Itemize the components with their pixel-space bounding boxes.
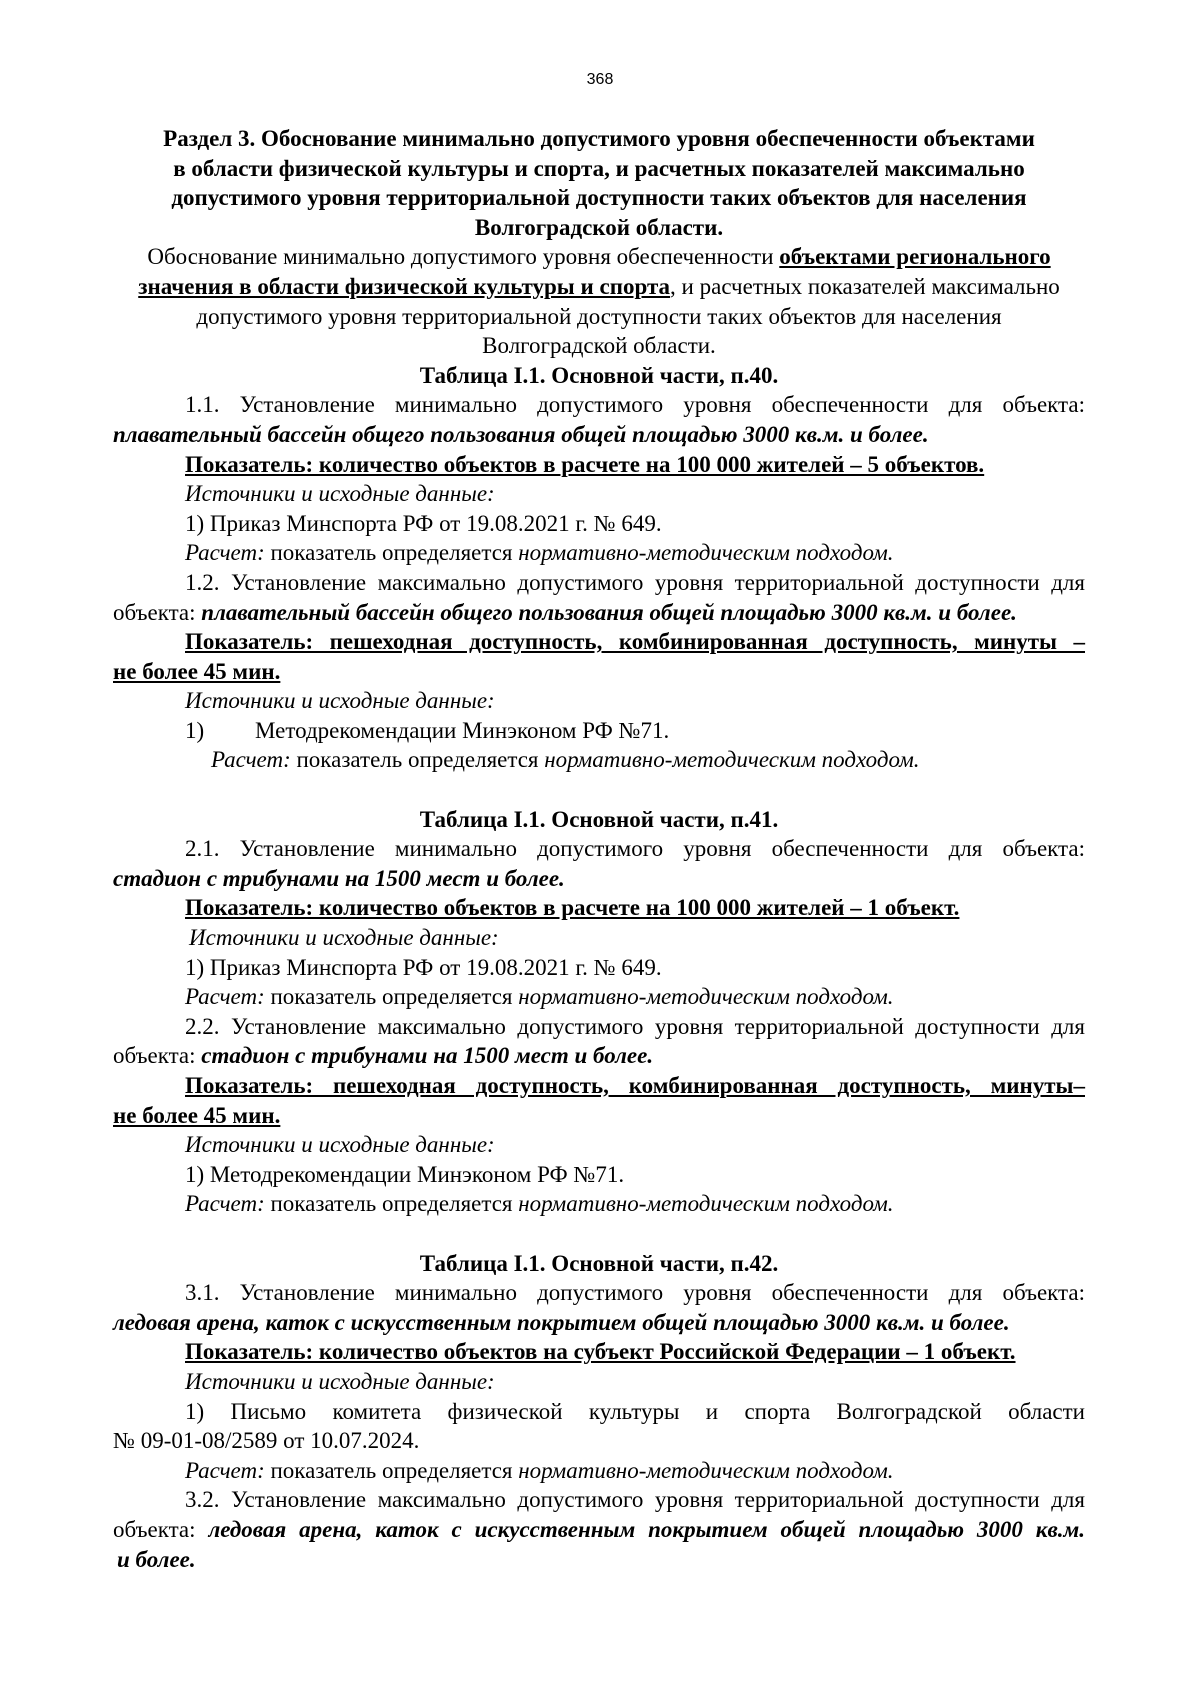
section-title-line: Волгоградской области. xyxy=(474,214,724,240)
access-object-line xyxy=(113,1041,1085,1071)
calculation-note xyxy=(113,982,1085,1012)
access-object-line xyxy=(113,598,1085,628)
access-lead: 1.2. Установление максимально допустимого уровня территориальной доступности для xyxy=(185,569,1085,595)
provision-object: ледовая арена, каток с искусственным покрытием общей площадью 3000 кв.м. и более. xyxy=(113,1309,1010,1335)
source-item: 1) Письмо комитета физической культуры и спорта Волгоградской области xyxy=(185,1398,1085,1424)
calc-label: Расчет: xyxy=(185,1191,265,1217)
section-title-line: в области физической культуры и спорта, и расчетных показателей максимально xyxy=(173,155,1025,181)
intro-line: Волгоградской области. xyxy=(482,333,716,359)
access-object: стадион с трибунами на 1500 мест и более. xyxy=(201,1043,654,1069)
intro-paragraph xyxy=(113,242,1085,360)
intro-emphasis: объектами регионального xyxy=(779,244,1051,270)
indicator: Показатель: количество объектов в расчете на 100 000 жителей – 5 объектов. xyxy=(185,451,985,477)
calc-text: показатель определяется xyxy=(264,984,519,1010)
provision-object: плавательный бассейн общего пользования общей площадью 3000 кв.м. и более. xyxy=(113,421,929,447)
table-heading: Таблица I.1. Основной части, п.41. xyxy=(419,806,779,832)
provision-lead: 1.1. Установление минимально допустимого уровня обеспеченности для объекта: xyxy=(185,392,1085,418)
intro-text: , и расчетных показателей максимально xyxy=(670,273,1060,299)
calculation-note xyxy=(113,1456,1085,1486)
sources-label: Источники и исходные данные: xyxy=(189,925,499,951)
calc-method: нормативно-методическим подходом. xyxy=(544,747,920,773)
access-indicator-end: не более 45 мин. xyxy=(113,1102,281,1128)
access-object-end: и более. xyxy=(117,1546,196,1572)
indicator: Показатель: количество объектов на субъект Российской Федерации – 1 объект. xyxy=(185,1339,1016,1365)
page-content xyxy=(113,124,1085,1574)
access-object-prefix: объекта: xyxy=(113,1043,202,1069)
calculation-note xyxy=(113,745,1085,775)
sources-label: Источники и исходные данные: xyxy=(185,688,495,714)
calc-text: показатель определяется xyxy=(264,1457,519,1483)
access-object: плавательный бассейн общего пользования общей площадью 3000 кв.м. и более. xyxy=(201,599,1017,625)
intro-line xyxy=(113,272,1085,302)
calc-label: Расчет: xyxy=(211,747,291,773)
calc-text: показатель определяется xyxy=(264,540,519,566)
source-item xyxy=(113,716,1085,746)
access-object: ледовая арена, каток с искусственным покрытием общей площадью 3000 кв.м. xyxy=(208,1516,1085,1542)
calculation-note xyxy=(113,538,1085,568)
calc-method: нормативно-методическим подходом. xyxy=(518,984,894,1010)
sources-label: Источники и исходные данные: xyxy=(185,481,495,507)
page-number: 368 xyxy=(586,71,614,88)
source-item: 1) Приказ Минспорта РФ от 19.08.2021 г. № 649. xyxy=(185,510,662,536)
section-title-line: допустимого уровня территориальной доступности таких объектов для населения xyxy=(171,185,1027,211)
calc-method: нормативно-методическим подходом. xyxy=(518,1457,894,1483)
access-object-line xyxy=(113,1515,1085,1545)
calc-label: Расчет: xyxy=(185,540,265,566)
access-object-prefix: объекта: xyxy=(113,599,202,625)
table-heading: Таблица I.1. Основной части, п.40. xyxy=(419,362,779,388)
section-title xyxy=(113,124,1085,242)
spacer xyxy=(113,1219,1085,1249)
access-object-prefix: объекта: xyxy=(113,1516,209,1542)
access-indicator-end: не более 45 мин. xyxy=(113,658,281,684)
calc-label: Расчет: xyxy=(185,984,265,1010)
intro-line: допустимого уровня территориальной доступности таких объектов для населения xyxy=(196,303,1002,329)
provision-lead: 2.1. Установление минимально допустимого уровня обеспеченности для объекта: xyxy=(185,836,1085,862)
intro-line xyxy=(113,242,1085,272)
section-title-line: Раздел 3. Обоснование минимально допустимого уровня обеспеченности объектами xyxy=(163,126,1035,151)
calc-method: нормативно-методическим подходом. xyxy=(518,540,894,566)
sources-label: Источники и исходные данные: xyxy=(185,1132,495,1158)
access-lead: 2.2. Установление максимально допустимого уровня территориальной доступности для xyxy=(185,1013,1085,1039)
intro-emphasis: значения в области физической культуры и спорта xyxy=(138,273,671,299)
source-item: 1) Методрекомендации Минэконом РФ №71. xyxy=(185,1161,625,1187)
table-heading: Таблица I.1. Основной части, п.42. xyxy=(419,1250,779,1276)
access-indicator: Показатель: пешеходная доступность, комбинированная доступность, минуты– xyxy=(185,1073,1085,1098)
access-lead: 3.2. Установление максимально допустимого уровня территориальной доступности для xyxy=(185,1487,1085,1513)
intro-text: Обоснование минимально допустимого уровня обеспеченности xyxy=(147,244,780,270)
calculation-note xyxy=(113,1189,1085,1219)
calc-text: показатель определяется xyxy=(264,1191,519,1217)
source-text: Методрекомендации Минэконом РФ №71. xyxy=(255,717,670,743)
access-indicator: Показатель: пешеходная доступность, комбинированная доступность, минуты – xyxy=(185,629,1085,655)
calc-label: Расчет: xyxy=(185,1457,265,1483)
provision-lead: 3.1. Установление минимально допустимого уровня обеспеченности для объекта: xyxy=(185,1280,1085,1306)
source-item: 1) Приказ Минспорта РФ от 19.08.2021 г. № 649. xyxy=(185,954,662,980)
calc-text: показатель определяется xyxy=(290,747,545,773)
source-item-end: № 09-01-08/2589 от 10.07.2024. xyxy=(113,1428,420,1454)
indicator: Показатель: количество объектов в расчете на 100 000 жителей – 1 объект. xyxy=(185,895,960,921)
sources-label: Источники и исходные данные: xyxy=(185,1368,495,1394)
provision-object: стадион с трибунами на 1500 мест и более. xyxy=(113,865,565,891)
calc-method: нормативно-методическим подходом. xyxy=(518,1191,894,1217)
spacer xyxy=(113,775,1085,805)
list-number: 1) xyxy=(185,717,205,743)
